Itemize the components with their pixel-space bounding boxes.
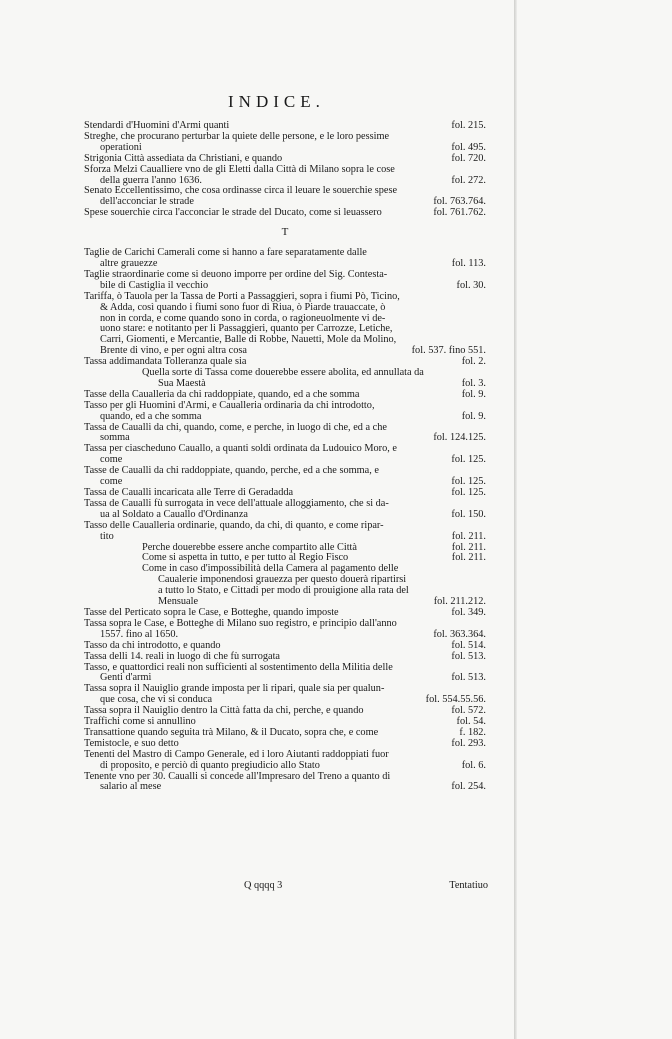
entry-line: 1557. fino al 1650. xyxy=(100,628,179,640)
folio-ref: fol. 554.55.56. xyxy=(425,694,486,706)
index-entry xyxy=(84,208,486,219)
entry-line: Brente di vino, e per ogni altra cosa xyxy=(100,345,247,357)
entry-line: Tassa de Caualli incaricata alle Terre di Geradadda xyxy=(84,487,294,498)
entry-line: Tassa delli 14. reali in luogo di che fù surrogata xyxy=(84,650,281,662)
folio-ref: fol. 293. xyxy=(451,737,486,749)
entry-line: quando, ed a che somma xyxy=(100,410,202,422)
folio-ref: fol. 150. xyxy=(451,508,486,520)
folio-ref: fol. 113. xyxy=(451,257,486,269)
entry-line: Taglie straordinarie come si deuono imporre per ordine del Sig. Contesta- xyxy=(84,268,388,280)
entry-line: Quella sorte di Tassa come douerebbe essere abolita, ed annullata da xyxy=(142,367,424,379)
entry-line: di proposito, e perciò di quanto pregiudicio allo Stato xyxy=(100,759,320,771)
entry-line: come xyxy=(100,476,123,488)
folio-ref: fol. 211. xyxy=(451,530,486,542)
folio-ref: fol. 211. xyxy=(451,541,486,553)
entry-line: Tassa sopra il Nauiglio dentro la Città fatta da chi, perche, e quando xyxy=(84,705,364,717)
signature-mark: Q qqqq 3 xyxy=(244,880,283,891)
index-entries xyxy=(84,121,486,793)
index-entry xyxy=(84,154,486,165)
folio-ref: fol. 215. xyxy=(451,120,486,131)
entry-line: somma xyxy=(100,432,130,444)
entry-line: Transattione quando seguita trà Milano, & il Ducato, sopra che, e come xyxy=(84,726,379,738)
entry-line: bile di Castiglia il vecchio xyxy=(100,279,209,291)
entry-line: dell'acconciar le strade xyxy=(100,196,194,208)
entry-line: a tutto lo Stato, e Cittadi per modo di prouigione alla rata del xyxy=(158,585,409,597)
entry-line: Traffichi come si annullino xyxy=(84,716,196,728)
folio-ref: fol. 6. xyxy=(461,759,486,771)
folio-ref: fol. 54. xyxy=(456,716,486,728)
entry-line: Tenenti del Mastro di Campo Generale, ed i loro Aiutanti raddoppiati fuor xyxy=(84,748,389,760)
index-entry xyxy=(84,270,486,292)
folio-ref: fol. 9. xyxy=(461,388,486,400)
entry-line: Tasso da chi introdotto, e quando xyxy=(84,639,221,651)
entry-line: salario al mese xyxy=(100,781,162,793)
entry-line: que cosa, che vi si conduca xyxy=(100,694,213,706)
folio-ref: fol. 211.212. xyxy=(433,596,486,608)
entry-line: Tassa per ciascheduno Cauallo, a quanti soldi ordinata da Ludouico Moro, e xyxy=(84,443,397,455)
entry-line: Carri, Giomenti, e Mercantie, Balle di Robbe, Nauetti, Mole da Molino, xyxy=(100,334,397,346)
page-edge xyxy=(514,0,517,1039)
entry-line: operationi xyxy=(100,141,142,153)
folio-ref: fol. 3. xyxy=(461,377,486,389)
entry-line: come xyxy=(100,454,123,466)
folio-ref: fol. 211. xyxy=(451,552,486,564)
index-entry xyxy=(84,401,486,423)
entry-line: Tasse della Caualleria da chi raddoppiate, quando, ed a che somma xyxy=(84,388,360,400)
page-title: INDICE. xyxy=(228,92,325,111)
folio-ref: fol. 254. xyxy=(451,781,486,793)
index-entry xyxy=(84,641,486,652)
folio-ref: fol. 720. xyxy=(451,152,486,164)
folio-ref: fol. 514. xyxy=(451,639,486,651)
entry-line: altre grauezze xyxy=(100,257,158,269)
entry-line: Tasso per gli Huomini d'Armi, e Caualleria ordinaria da chi introdotto, xyxy=(84,399,375,411)
entry-line: Sua Maestà xyxy=(158,377,206,389)
entry-line: Come si aspetta in tutto, e per tutto al Regio Fisco xyxy=(142,552,349,564)
entry-line: Perche douerebbe essere anche compartito alle Città xyxy=(142,541,357,553)
folio-ref: fol. 513. xyxy=(451,672,486,684)
entry-line: Caualerie imponendosi grauezza per questo douerà ripartirsi xyxy=(158,574,407,586)
index-entry xyxy=(84,165,486,187)
entry-line: Spese souerchie circa l'acconciar le strade del Ducato, come si leuassero xyxy=(84,207,382,219)
folio-ref: fol. 495. xyxy=(451,141,486,153)
entry-line: Temistocle, e suo detto xyxy=(84,737,179,749)
folio-ref: fol. 125. xyxy=(451,476,486,488)
entry-line: Tasso delle Caualleria ordinarie, quando, da chi, di quanto, e come ripar- xyxy=(84,519,384,531)
index-entry xyxy=(84,444,486,466)
entry-line: Come in caso d'impossibilità della Camera al pagamento delle xyxy=(142,563,399,575)
index-entry xyxy=(84,466,486,488)
index-entry xyxy=(84,772,486,794)
folio-ref: fol. 349. xyxy=(451,606,486,618)
index-entry xyxy=(84,663,486,685)
index-entry xyxy=(84,652,486,663)
index-entry xyxy=(84,368,486,390)
folio-ref: fol. 9. xyxy=(461,410,486,422)
entry-line: della guerra l'anno 1636. xyxy=(100,174,202,186)
index-entry xyxy=(84,619,486,641)
entry-line: Tassa addimandata Tolleranza quale sia xyxy=(84,356,247,368)
entry-line: Tasso, e quattordici reali non sufficienti al sostentimento della Militia delle xyxy=(84,661,393,673)
entry-line: non in corda, e come quando sono in corda, o ragioneuolmente vi de- xyxy=(100,312,386,324)
section-letter: T xyxy=(281,226,289,239)
index-entry xyxy=(84,521,486,543)
entry-line: ua al Soldato a Cauallo d'Ordinanza xyxy=(100,508,248,520)
entry-line: Sforza Melzi Caualliere vno de gli Eletti dalla Città di Milano sopra le cose xyxy=(84,163,395,175)
entry-line: Senato Eccellentissimo, che cosa ordinasse circa il leuare le souerchie spese xyxy=(84,185,398,197)
folio-ref: fol. 572. xyxy=(451,705,486,717)
folio-ref: f. 182. xyxy=(459,726,486,738)
folio-ref: fol. 761.762. xyxy=(433,207,486,219)
index-entry xyxy=(84,423,486,445)
folio-ref: fol. 2. xyxy=(461,356,486,368)
folio-ref: fol. 124.125. xyxy=(433,432,486,444)
folio-ref: fol. 125. xyxy=(451,487,486,498)
entry-line: Streghe, che procurano perturbar la quiete delle persone, e le loro pessime xyxy=(84,130,390,142)
folio-ref: fol. 763.764. xyxy=(433,196,486,208)
entry-line: Taglie de Carichi Camerali come si hanno a fare separatamente dalle xyxy=(84,247,367,259)
folio-ref: fol. 30. xyxy=(456,279,486,291)
entry-line: Mensuale xyxy=(158,596,199,608)
entry-line: Tassa sopra il Nauiglio grande imposta per li ripari, quale sia per qualun- xyxy=(84,683,385,695)
index-entry xyxy=(84,132,486,154)
entry-line: Tenente vno per 30. Caualli si concede all'Impresaro del Treno a quanto di xyxy=(84,770,391,782)
index-entry xyxy=(84,564,486,608)
folio-ref: fol. 537. fino 551. xyxy=(411,345,486,357)
folio-ref: fol. 125. xyxy=(451,454,486,466)
index-entry xyxy=(84,186,486,208)
index-entry xyxy=(84,248,486,270)
entry-line: Strigonia Città assediata da Christiani, e quando xyxy=(84,152,283,164)
index-entry xyxy=(84,750,486,772)
entry-line: Tassa de Caualli fù surrogata in vece dell'attuale alloggiamento, che si da- xyxy=(84,497,389,509)
folio-ref: fol. 272. xyxy=(451,174,486,186)
folio-ref: fol. 513. xyxy=(451,650,486,662)
entry-line: Tariffa, ò Tauola per la Tassa de Porti a Passaggieri, sopra i fiumi Pò, Ticino, xyxy=(84,290,400,302)
entry-line: Tasse de Caualli da chi raddoppiate, quando, perche, ed a che somma, e xyxy=(84,465,379,477)
entry-line: tito xyxy=(100,530,114,542)
index-entry xyxy=(84,684,486,706)
entry-line: uono stare: e notitanto per li Passaggieri, quanto per Carrozze, Letiche, xyxy=(100,323,393,335)
catchword: Tentatiuo xyxy=(449,880,488,891)
index-entry xyxy=(84,292,486,357)
entry-line: & Adda, così quando i fiumi sono fuor di Riua, ò Piarde trauaccate, ò xyxy=(100,301,386,313)
entry-line: Stendardi d'Huomini d'Armi quanti xyxy=(84,120,230,131)
index-entry xyxy=(84,499,486,521)
entry-line: Tassa de Caualli da chi, quando, come, e perche, in luogo di che, ed a che xyxy=(84,421,387,433)
entry-line: Genti d'armi xyxy=(100,672,152,684)
folio-ref: fol. 363.364. xyxy=(433,628,486,640)
entry-line: Tassa sopra le Case, e Botteghe di Milano suo registro, e principio dall'anno xyxy=(84,617,397,629)
entry-line: Tasse del Perticato sopra le Case, e Botteghe, quando imposte xyxy=(84,606,339,618)
